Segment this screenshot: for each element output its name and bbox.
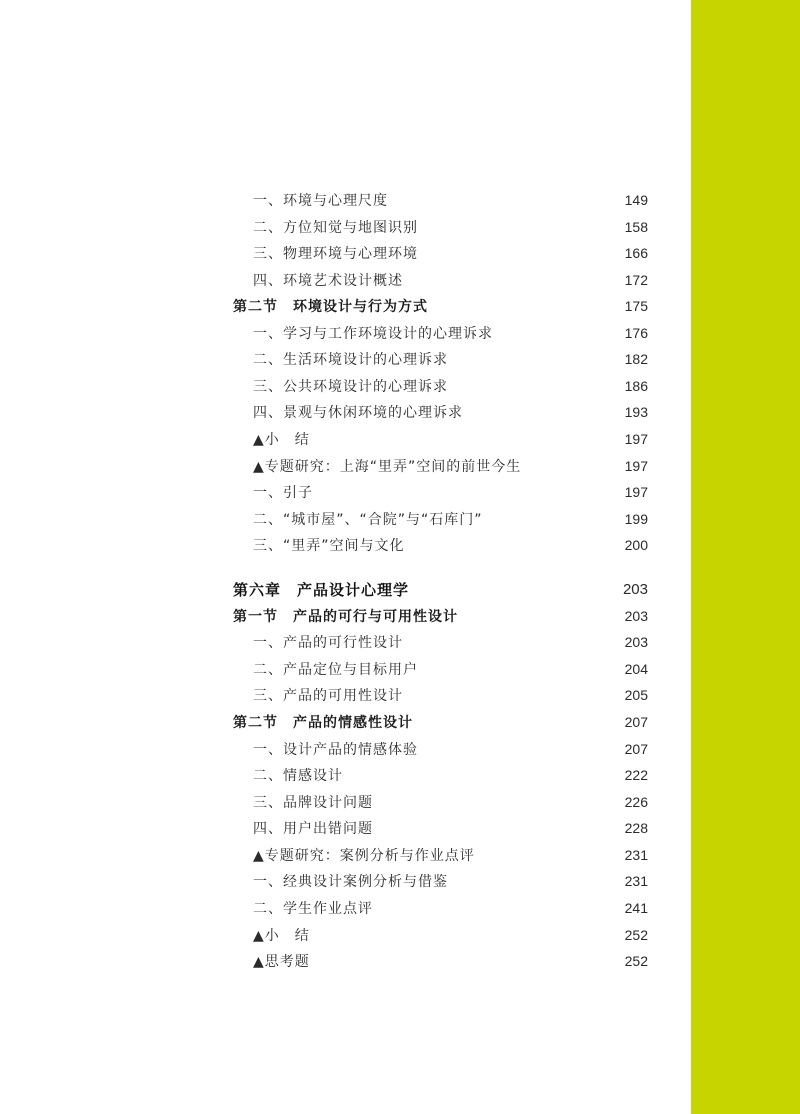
toc-entry[interactable] xyxy=(233,762,648,788)
toc-entry-title: ▲思考题 xyxy=(253,954,310,970)
toc-entry[interactable] xyxy=(233,506,648,532)
toc-entry-page: 203 xyxy=(622,580,648,598)
toc-entry-title: 一、产品的可行性设计 xyxy=(253,635,403,651)
toc-entry-title: 三、产品的可用性设计 xyxy=(253,688,403,704)
toc-entry-page: 252 xyxy=(624,927,648,943)
toc-entry[interactable] xyxy=(233,815,648,841)
toc-entry[interactable] xyxy=(233,842,648,868)
toc-entry-title: ▲专题研究：案例分析与作业点评 xyxy=(253,848,475,864)
toc-entry-title: 二、情感设计 xyxy=(253,768,343,784)
toc-entry-page: 226 xyxy=(624,794,648,810)
toc-entry[interactable] xyxy=(233,346,648,372)
accent-side-band xyxy=(691,0,800,1114)
toc-entry[interactable] xyxy=(233,948,648,974)
toc-entry-title: ▲专题研究：上海“里弄”空间的前世今生 xyxy=(253,459,522,475)
toc-entry-page: 207 xyxy=(624,741,648,757)
toc-entry-page: 200 xyxy=(624,537,648,553)
toc-entry-title: 一、引子 xyxy=(253,485,313,501)
toc-chapter-heading[interactable] xyxy=(233,576,648,602)
toc-entry-title: 二、学生作业点评 xyxy=(253,901,373,917)
toc-entry-title: 二、生活环境设计的心理诉求 xyxy=(253,352,448,368)
toc-entry-title: 三、“里弄”空间与文化 xyxy=(253,538,405,554)
toc-entry[interactable] xyxy=(233,922,648,948)
toc-entry[interactable] xyxy=(233,629,648,655)
toc-entry-page: 252 xyxy=(624,953,648,969)
toc-entry[interactable] xyxy=(233,399,648,425)
toc-entry-page: 204 xyxy=(624,661,648,677)
toc-entry-page: 197 xyxy=(624,484,648,500)
toc-section-title: 第一节 产品的可行与可用性设计 xyxy=(233,609,458,625)
toc-entry-title: 一、学习与工作环境设计的心理诉求 xyxy=(253,326,493,342)
toc-entry[interactable] xyxy=(233,426,648,452)
toc-entry-title: 二、“城市屋”、“合院”与“石库门” xyxy=(253,512,483,528)
toc-entry-page: 149 xyxy=(624,192,648,208)
toc-entry-page: 197 xyxy=(624,431,648,447)
toc-entry-page: 207 xyxy=(624,714,648,730)
toc-entry-title: ▲小 结 xyxy=(253,432,310,448)
toc-entry-title: 四、环境艺术设计概述 xyxy=(253,273,403,289)
toc-entry-title: 四、用户出错问题 xyxy=(253,821,373,837)
toc-chapter-title: 第六章 产品设计心理学 xyxy=(233,580,410,599)
toc-entry-page: 175 xyxy=(624,298,648,314)
toc-entry-page: 186 xyxy=(624,378,648,394)
toc-entry-page: 231 xyxy=(624,847,648,863)
toc-entry-page: 176 xyxy=(624,325,648,341)
toc-section-title: 第二节 产品的情感性设计 xyxy=(233,715,413,731)
toc-entry-page: 205 xyxy=(624,687,648,703)
toc-entry-page: 231 xyxy=(624,873,648,889)
toc-section-title: 第二节 环境设计与行为方式 xyxy=(233,299,428,315)
toc-entry[interactable] xyxy=(233,868,648,894)
toc-entry-title: 四、景观与休闲环境的心理诉求 xyxy=(253,405,463,421)
toc-entry[interactable] xyxy=(233,736,648,762)
toc-entry-title: 二、产品定位与目标用户 xyxy=(253,662,418,678)
toc-entry[interactable] xyxy=(233,373,648,399)
toc-entry-title: ▲小 结 xyxy=(253,928,310,944)
toc-entry-page: 199 xyxy=(624,511,648,527)
toc-entry[interactable] xyxy=(233,656,648,682)
toc-entry[interactable] xyxy=(233,453,648,479)
toc-entry-page: 172 xyxy=(624,272,648,288)
toc-entry[interactable] xyxy=(233,320,648,346)
toc-entry-page: 222 xyxy=(624,767,648,783)
toc-section-heading[interactable] xyxy=(233,709,648,735)
toc-entry-page: 166 xyxy=(624,245,648,261)
toc-entry[interactable] xyxy=(233,267,648,293)
toc-entry[interactable] xyxy=(233,532,648,558)
toc-entry-title: 三、物理环境与心理环境 xyxy=(253,246,418,262)
toc-entry[interactable] xyxy=(233,240,648,266)
toc-entry-page: 228 xyxy=(624,820,648,836)
toc-entry[interactable] xyxy=(233,187,648,213)
toc-entry-title: 三、公共环境设计的心理诉求 xyxy=(253,379,448,395)
toc-entry[interactable] xyxy=(233,789,648,815)
toc-entry-page: 197 xyxy=(624,458,648,474)
toc-entry-page: 241 xyxy=(624,900,648,916)
toc-entry-page: 158 xyxy=(624,219,648,235)
toc-entry-title: 一、经典设计案例分析与借鉴 xyxy=(253,874,448,890)
toc-entry[interactable] xyxy=(233,682,648,708)
toc-entry-page: 193 xyxy=(624,404,648,420)
toc-entry-title: 二、方位知觉与地图识别 xyxy=(253,220,418,236)
toc-entry[interactable] xyxy=(233,214,648,240)
toc-entry-title: 三、品牌设计问题 xyxy=(253,795,373,811)
toc-section-heading[interactable] xyxy=(233,293,648,319)
toc-entry-page: 203 xyxy=(624,634,648,650)
toc-entry[interactable] xyxy=(233,479,648,505)
toc-entry-title: 一、环境与心理尺度 xyxy=(253,193,388,209)
toc-section-heading[interactable] xyxy=(233,603,648,629)
toc-entry[interactable] xyxy=(233,895,648,921)
toc-entry-page: 182 xyxy=(624,351,648,367)
toc-entry-page: 203 xyxy=(624,608,648,624)
toc-entry-title: 一、设计产品的情感体验 xyxy=(253,742,418,758)
